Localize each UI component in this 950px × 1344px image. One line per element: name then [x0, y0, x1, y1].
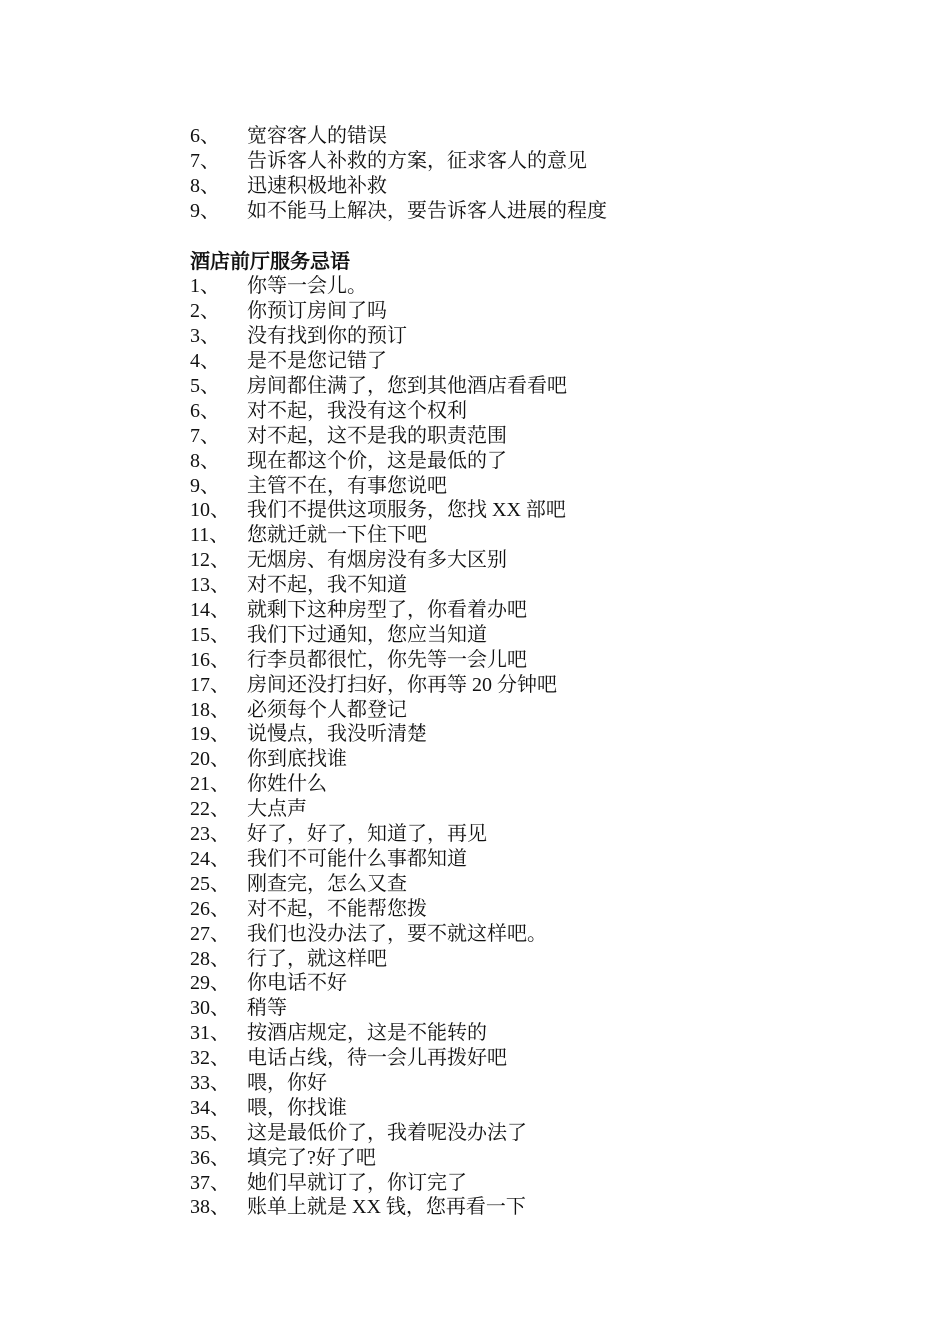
list-item	[190, 149, 790, 174]
list-item	[190, 1121, 790, 1146]
item-number: 4、	[190, 350, 220, 373]
item-text: 按酒店规定，这是不能转的	[247, 1022, 487, 1045]
list-item	[190, 897, 790, 922]
item-number: 2、	[190, 300, 220, 323]
item-text: 喂，你好	[247, 1071, 327, 1094]
item-number: 1、	[190, 275, 220, 298]
item-number: 28、	[190, 947, 230, 970]
list-item	[190, 573, 790, 598]
list-item	[190, 722, 790, 747]
list-item	[190, 598, 790, 623]
list-item	[190, 324, 790, 349]
item-number: 13、	[190, 574, 230, 597]
item-number: 19、	[190, 723, 230, 746]
item-number: 16、	[190, 648, 230, 671]
item-number: 10、	[190, 499, 230, 522]
list-item	[190, 174, 790, 199]
list-item	[190, 673, 790, 698]
item-text: 大点声	[247, 798, 307, 821]
list-item	[190, 424, 790, 449]
item-text: 你到底找谁	[247, 748, 347, 771]
list-item	[190, 947, 790, 972]
item-text: 我们不提供这项服务，您找 XX 部吧	[247, 499, 566, 522]
item-text: 如不能马上解决，要告诉客人进展的程度	[247, 199, 607, 222]
item-number: 37、	[190, 1171, 230, 1194]
item-text: 行了，就这样吧	[247, 947, 387, 970]
list-item	[190, 374, 790, 399]
item-text: 我们下过通知，您应当知道	[247, 623, 487, 646]
item-number: 11、	[190, 524, 230, 547]
item-text: 账单上就是 XX 钱，您再看一下	[247, 1196, 526, 1219]
list-item	[190, 1096, 790, 1121]
list-item	[190, 797, 790, 822]
list-item	[190, 1171, 790, 1196]
item-number: 17、	[190, 673, 230, 696]
item-text: 行李员都很忙，你先等一会儿吧	[247, 648, 527, 671]
section-heading: 酒店前厅服务忌语	[190, 250, 350, 273]
list-item	[190, 922, 790, 947]
list-item	[190, 548, 790, 573]
list-item	[190, 449, 790, 474]
item-text: 稍等	[247, 997, 287, 1020]
item-text: 主管不在，有事您说吧	[247, 474, 447, 497]
list-item	[190, 1146, 790, 1171]
complaint-steps-list	[190, 124, 790, 224]
item-text: 就剩下这种房型了，你看着办吧	[247, 599, 527, 622]
item-text: 你电话不好	[247, 972, 347, 995]
list-item	[190, 474, 790, 499]
item-text: 是不是您记错了	[247, 350, 387, 373]
list-item	[190, 1195, 790, 1220]
item-number: 22、	[190, 798, 230, 821]
item-number: 8、	[190, 174, 220, 197]
list-item	[190, 872, 790, 897]
item-number: 6、	[190, 399, 220, 422]
item-text: 现在都这个价，这是最低的了	[247, 449, 507, 472]
section-gap	[190, 224, 790, 250]
list-item	[190, 124, 790, 149]
item-number: 7、	[190, 149, 220, 172]
document-page	[190, 124, 790, 1220]
item-text: 宽容客人的错误	[247, 125, 387, 147]
item-number: 30、	[190, 997, 230, 1020]
item-text: 房间都住满了，您到其他酒店看看吧	[247, 375, 567, 398]
item-text: 无烟房、有烟房没有多大区别	[247, 549, 507, 572]
item-text: 这是最低价了，我着呢没办法了	[247, 1121, 527, 1144]
item-text: 我们不可能什么事都知道	[247, 847, 467, 870]
list-item	[190, 648, 790, 673]
item-text: 你预订房间了吗	[247, 300, 387, 323]
item-text: 对不起，我没有这个权利	[247, 399, 467, 422]
list-item	[190, 299, 790, 324]
item-number: 5、	[190, 375, 220, 398]
item-number: 12、	[190, 549, 230, 572]
item-text: 电话占线，待一会儿再拨好吧	[247, 1047, 507, 1070]
list-item	[190, 1046, 790, 1071]
item-text: 告诉客人补救的方案，征求客人的意见	[247, 149, 587, 172]
item-number: 14、	[190, 599, 230, 622]
item-text: 刚查完，怎么又查	[247, 872, 407, 895]
item-number: 23、	[190, 823, 230, 846]
list-item	[190, 349, 790, 374]
list-item	[190, 399, 790, 424]
item-number: 27、	[190, 922, 230, 945]
item-number: 18、	[190, 698, 230, 721]
item-text: 对不起，我不知道	[247, 574, 407, 597]
item-number: 31、	[190, 1022, 230, 1045]
item-number: 26、	[190, 897, 230, 920]
item-number: 33、	[190, 1071, 230, 1094]
item-number: 7、	[190, 424, 220, 447]
item-number: 32、	[190, 1047, 230, 1070]
item-number: 20、	[190, 748, 230, 771]
item-text: 你姓什么	[247, 773, 327, 796]
taboo-phrases-list	[190, 274, 790, 1220]
item-text: 好了，好了，知道了，再见	[247, 823, 487, 846]
list-item	[190, 822, 790, 847]
item-number: 15、	[190, 623, 230, 646]
list-item	[190, 199, 790, 224]
item-number: 38、	[190, 1196, 230, 1219]
item-number: 3、	[190, 325, 220, 348]
list-item	[190, 523, 790, 548]
item-text: 对不起，不能帮您拨	[247, 897, 427, 920]
item-text: 她们早就订了，你订完了	[247, 1171, 467, 1194]
list-item	[190, 498, 790, 523]
item-number: 36、	[190, 1146, 230, 1169]
item-text: 你等一会儿。	[247, 275, 367, 298]
item-number: 29、	[190, 972, 230, 995]
item-number: 21、	[190, 773, 230, 796]
list-item	[190, 772, 790, 797]
item-number: 34、	[190, 1096, 230, 1119]
list-item	[190, 847, 790, 872]
list-item	[190, 971, 790, 996]
list-item	[190, 274, 790, 299]
item-number: 8、	[190, 449, 220, 472]
item-number: 9、	[190, 474, 220, 497]
list-item	[190, 1071, 790, 1096]
item-number: 25、	[190, 872, 230, 895]
item-text: 对不起，这不是我的职责范围	[247, 424, 507, 447]
item-number: 24、	[190, 847, 230, 870]
list-item	[190, 747, 790, 772]
item-number: 9、	[190, 199, 220, 222]
item-text: 没有找到你的预订	[247, 325, 407, 348]
item-number: 35、	[190, 1121, 230, 1144]
item-text: 我们也没办法了，要不就这样吧。	[247, 922, 547, 945]
list-item	[190, 623, 790, 648]
item-text: 房间还没打扫好，你再等 20 分钟吧	[247, 673, 557, 696]
item-text: 喂，你找谁	[247, 1096, 347, 1119]
list-item	[190, 698, 790, 723]
list-item	[190, 996, 790, 1021]
list-item	[190, 1021, 790, 1046]
item-text: 您就迁就一下住下吧	[247, 524, 427, 547]
item-text: 必须每个人都登记	[247, 698, 407, 721]
item-text: 迅速积极地补救	[247, 174, 387, 197]
item-number: 6、	[190, 125, 220, 147]
item-text: 说慢点，我没听清楚	[247, 723, 427, 746]
item-text: 填完了?好了吧	[247, 1146, 376, 1169]
